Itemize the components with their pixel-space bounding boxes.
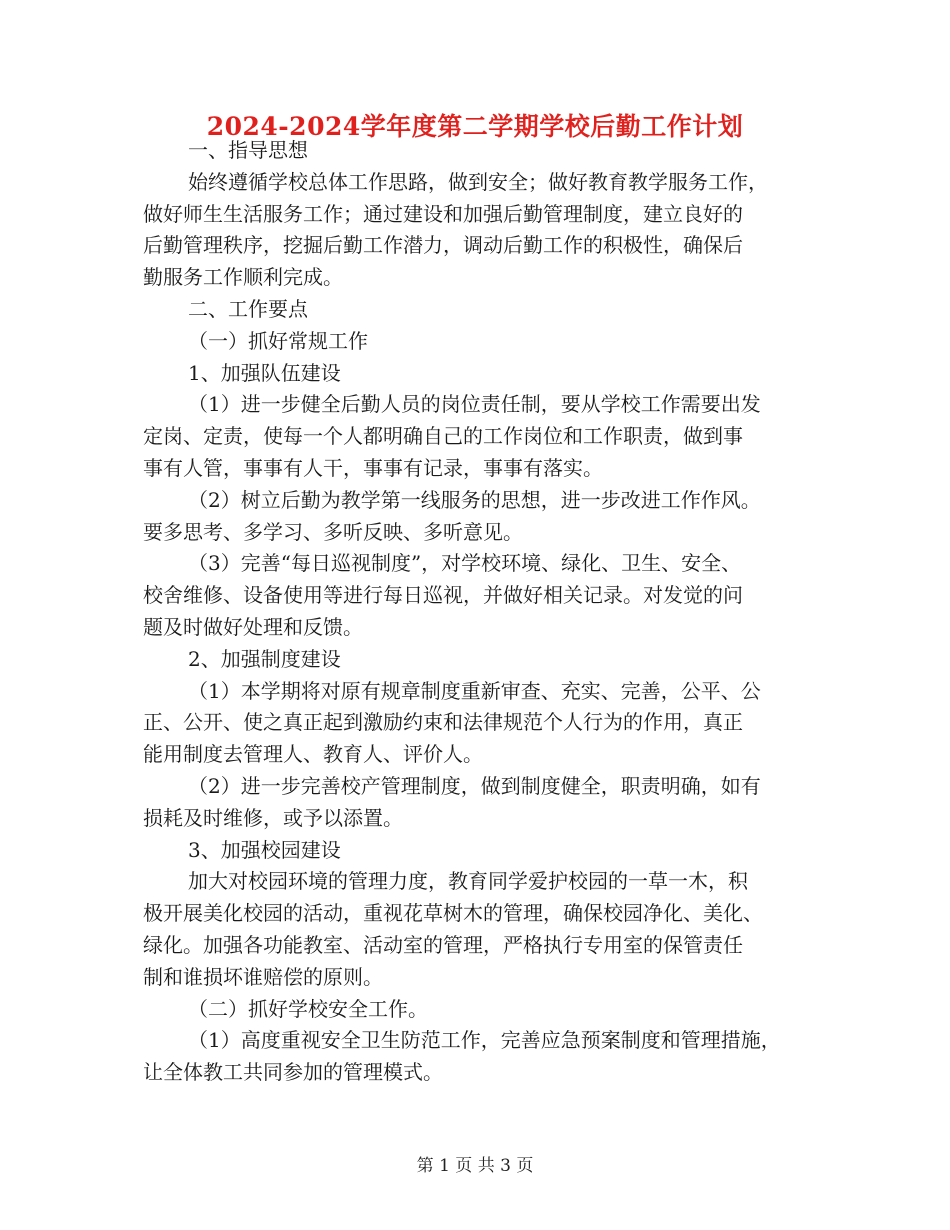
text-line: 加大对校园环境的管理力度，教育同学爱护校园的一草一木，积: [188, 869, 748, 894]
text-line: 后勤管理秩序，挖掘后勤工作潜力，调动后勤工作的积极性，确保后: [143, 233, 743, 258]
text-line: 二、工作要点: [188, 296, 308, 321]
text-line: （3）完善“每日巡视制度”，对学校环境、绿化、卫生、安全、: [188, 551, 742, 576]
text-line: 做好师生生活服务工作；通过建设和加强后勤管理制度，建立良好的: [143, 201, 743, 226]
text-line: （1）本学期将对原有规章制度重新审查、充实、完善，公平、公: [188, 678, 761, 703]
text-line: 1、加强队伍建设: [188, 360, 341, 385]
text-line: 极开展美化校园的活动，重视花草树木的管理，确保校园净化、美化、: [143, 901, 763, 926]
text-line: 3、加强校园建设: [188, 837, 341, 862]
page-footer: 第 1 页 共 3 页: [416, 1156, 534, 1176]
document-body: [143, 135, 811, 1089]
text-line: 能用制度去管理人、教育人、评价人。: [143, 742, 483, 767]
text-line: 2、加强制度建设: [188, 646, 341, 671]
text-line: 让全体教工共同参加的管理模式。: [143, 1060, 443, 1085]
text-line: 要多思考、多学习、多听反映、多听意见。: [143, 519, 523, 544]
text-line: 校舍维修、设备使用等进行每日巡视，并做好相关记录。对发觉的问: [143, 583, 743, 608]
text-line: 一、指导思想: [188, 138, 308, 162]
document-title: 2024-2024学年度第二学期学校后勤工作计划: [206, 112, 744, 141]
text-line: （2）进一步完善校产管理制度，做到制度健全，职责明确，如有: [188, 773, 761, 798]
text-line: （1）高度重视安全卫生防范工作，完善应急预案制度和管理措施，: [188, 1028, 781, 1053]
text-line: 事有人管，事事有人干，事事有记录，事事有落实。: [143, 455, 603, 480]
text-line: （二）抓好学校安全工作。: [188, 996, 428, 1021]
text-line: （2）树立后勤为教学第一线服务的思想，进一步改进工作作风。: [188, 487, 761, 512]
text-line: 定岗、定责，使每一个人都明确自己的工作岗位和工作职责，做到事: [143, 424, 743, 449]
text-line: （一）抓好常规工作: [188, 328, 368, 353]
text-line: 始终遵循学校总体工作思路，做到安全；做好教育教学服务工作，: [188, 169, 768, 194]
text-line: 损耗及时维修，或予以添置。: [143, 805, 403, 830]
text-line: 制和谁损坏谁赔偿的原则。: [143, 964, 383, 989]
text-line: 题及时做好处理和反馈。: [143, 614, 363, 639]
text-line: 正、公开、使之真正起到激励约束和法律规范个人行为的作用，真正: [143, 710, 743, 735]
text-line: （1）进一步健全后勤人员的岗位责任制，要从学校工作需要出发: [188, 392, 761, 417]
text-line: 绿化。加强各功能教室、活动室的管理，严格执行专用室的保管责任: [143, 932, 743, 957]
text-line: 勤服务工作顺利完成。: [143, 265, 343, 290]
